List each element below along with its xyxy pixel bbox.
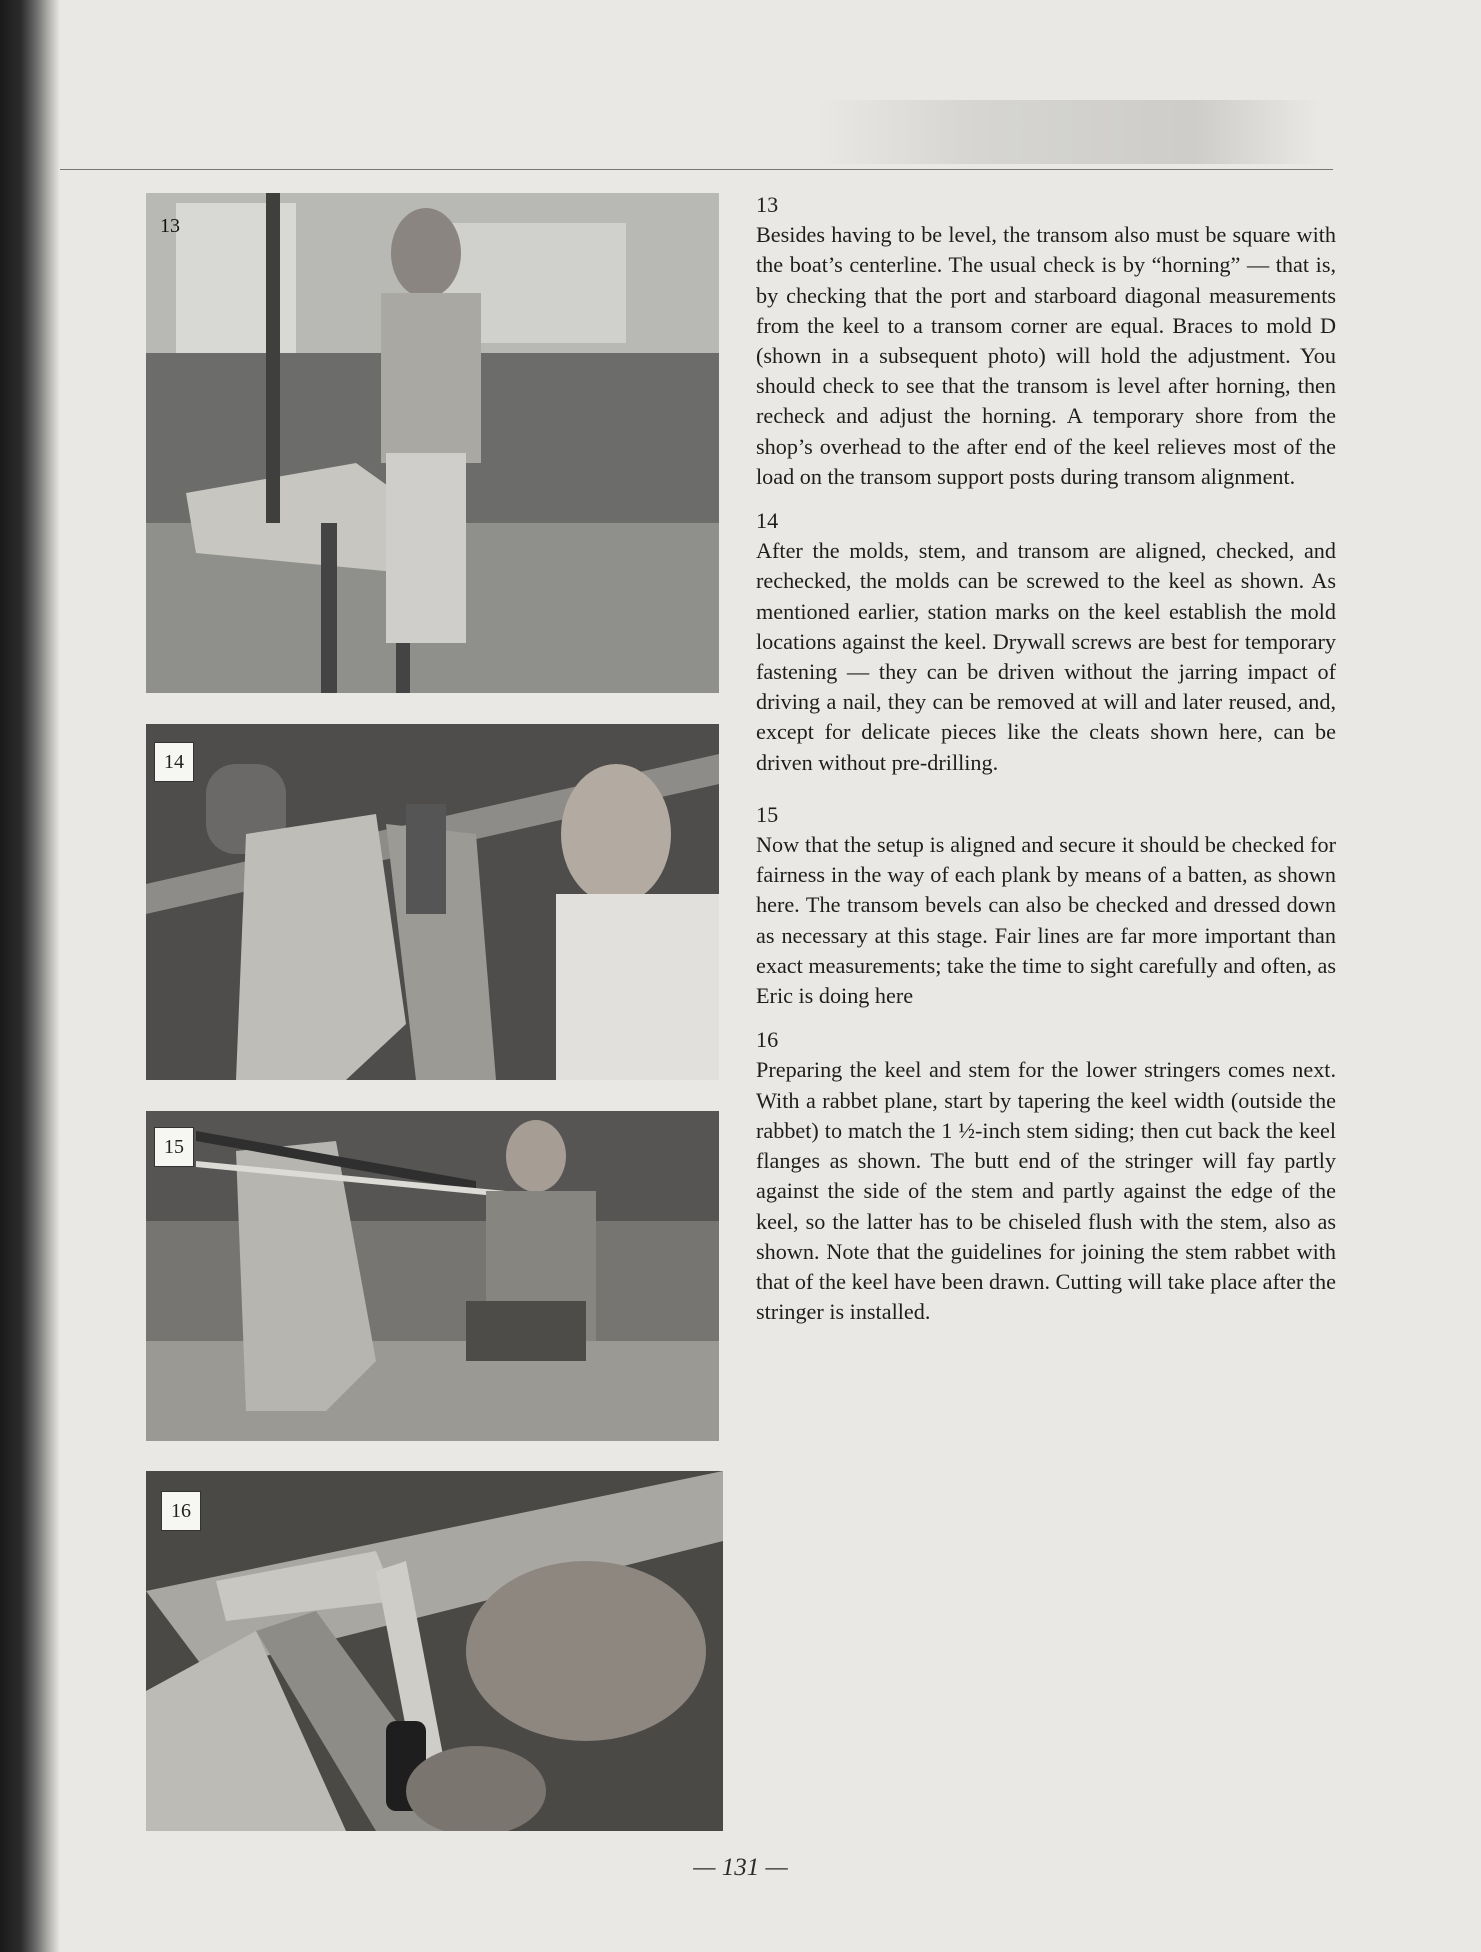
book-binding-shadow [0,0,60,1952]
section-number: 15 [756,801,779,827]
section-15 [756,800,1336,1011]
section-body: After the molds, stem, and transom are aligned, checked, and rechecked, the molds can be screwed to the keel as shown. As mentioned earlier, station marks on the keel establish the mold locations against the keel. Drywall screws are best for temporary fastening — they can be driven without the jarring impact of driving a nail, they can be removed at will and later reused, and, except for delicate pieces like the cleats shown here, can be driven without pre-drilling. [756,538,1336,775]
photo-15 [146,1111,719,1441]
photo-14 [146,724,719,1080]
section-14 [756,506,1336,778]
page-number: — 131 — [693,1854,788,1881]
photo-number-badge: 16 [161,1491,201,1531]
section-number: 14 [756,508,779,534]
photo-16 [146,1471,723,1831]
photo-batten-fairing [146,1111,719,1441]
article-text-column [756,190,1336,1341]
photo-chiseling-keel [146,1471,723,1831]
section-13 [756,190,1336,492]
section-body: Besides having to be level, the transom also must be square with the boat’s centerline. The usual check is by “horning” — that is, by checking that the port and starboard diagonal measurements from the keel to a transom corner are equal. Braces to mold D (shown in a subsequent photo) will hold the adjustment. You should check to see that the transom is level after horning, then recheck and adjust the horning. A temporary shore from the shop’s overhead to the after end of the keel relieves most of the load on the transom support posts during transom alignment. [756,222,1336,489]
bleed-through-shadow [60,100,1320,164]
section-body: Now that the setup is aligned and secure it should be checked for fairness in the way of each plank by means of a batten, as shown here. The transom bevels can also be checked and dressed down as necessary at this stage. Fair lines are far more important than exact measurements; take the time to sight carefully and often, as Eric is doing here [756,832,1336,1009]
photo-transom-horning [146,193,719,693]
section-number: 13 [756,192,779,217]
photo-number-badge: 14 [154,742,194,782]
photo-13 [146,193,719,693]
photo-number-badge: 13 [160,215,180,237]
section-body: Preparing the keel and stem for the lower stringers comes next. With a rabbet plane, start by tapering the keel width (outside the rabbet) to match the 1 ½-inch stem siding; then cut back the keel flanges as shown. The butt end of the stringer will fay partly against the side of the stem and partly against the edge of the keel, so the latter has to be chiseled flush with the stem, also as shown. Note that the guidelines for joining the stem rabbet with that of the keel have been drawn. Cutting will take place after the stringer is installed. [756,1057,1336,1325]
section-number: 16 [756,1027,779,1053]
photo-drilling-mold [146,724,719,1080]
photo-number-badge: 15 [154,1127,194,1167]
section-16 [756,1025,1336,1327]
header-rule [60,169,1333,170]
